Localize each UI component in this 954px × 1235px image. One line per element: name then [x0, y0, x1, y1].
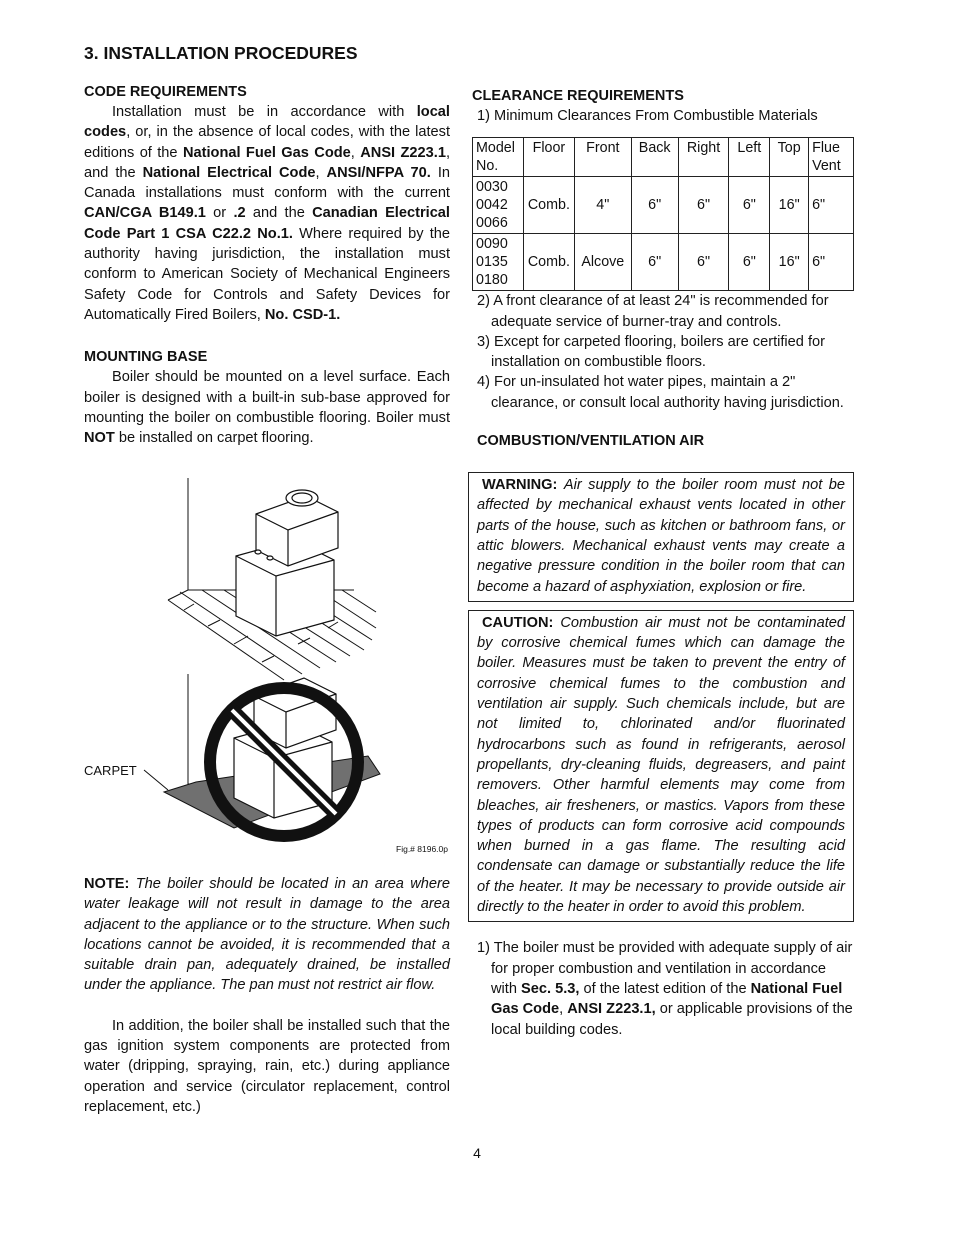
- text-run: 1) The boiler must be provided with adequate supply of air for proper combustion and ventilation in accordance with: [477, 940, 853, 997]
- table-row: [473, 234, 854, 291]
- boiler-mounting-figure: [84, 468, 450, 860]
- caution-label: CAUTION:: [482, 614, 554, 631]
- note-paragraph: [84, 874, 450, 996]
- bold-run: NOT: [84, 430, 115, 447]
- bold-run: National Electrical Code: [142, 164, 316, 181]
- bold-run: National Fuel Gas Code: [491, 980, 843, 1018]
- section-title: 3. INSTALLATION PROCEDURES: [84, 43, 358, 63]
- cell-front: Alcove: [574, 234, 631, 291]
- cell-model: [473, 177, 524, 234]
- col-header-floor: Floor: [523, 138, 574, 177]
- clearance-table: [472, 137, 854, 291]
- carpet-leader-line: [144, 770, 168, 790]
- col-header-flue-vent: Flue Vent: [809, 138, 854, 177]
- bold-run: local codes: [84, 104, 450, 141]
- cell-right: 6": [678, 177, 729, 234]
- left-column: [84, 40, 450, 448]
- cell-model: [473, 234, 524, 291]
- cell-top: 16": [770, 177, 809, 234]
- table-header-row: [473, 138, 854, 177]
- caution-box: [468, 610, 854, 922]
- page-number: 4: [473, 1145, 481, 1161]
- clearance-item-2: 2) A front clearance of at least 24" is recommended for adequate service of burner-tray and controls.: [477, 293, 829, 330]
- bold-run: ANSI Z223.1,: [567, 1001, 656, 1018]
- text-run: or applicable provisions of the local building codes.: [491, 1001, 853, 1038]
- text-run: be installed on carpet flooring.: [114, 430, 314, 447]
- text-run: In Canada installations must conform with the current: [84, 164, 450, 202]
- note-label: NOTE:: [84, 876, 130, 892]
- text-run: Boiler should be mounted on a level surface. Each boiler is designed with a built-in sub-base approved for mounting the boiler on combustible flooring. Boiler must: [84, 369, 450, 426]
- text-run: Where required by the authority having jurisdiction, the installation must conform to American Society of Mechanical Engineers Safety Code for Controls and Safety Devices for Automatically Fired Boilers,: [84, 225, 451, 323]
- col-header-top: Top: [770, 138, 809, 177]
- cell-top: 16": [770, 234, 809, 291]
- left-column-lower: [84, 874, 450, 1117]
- model-number: 0042: [476, 197, 508, 214]
- cell-right: 6": [678, 234, 729, 291]
- text-run: of the latest edition of the: [579, 980, 747, 997]
- model-number: 0090: [476, 236, 508, 253]
- cell-back: 6": [631, 234, 678, 291]
- text-run: or: [205, 205, 227, 222]
- col-header-back: Back: [631, 138, 678, 177]
- bold-run: No. CSD-1.: [264, 306, 341, 323]
- bold-run: Sec. 5.3,: [521, 980, 580, 997]
- code-requirements-heading: CODE REQUIREMENTS: [84, 84, 247, 100]
- text-run: , or, in the absence of local codes, with the latest editions of the: [84, 124, 450, 161]
- carpet-label: CARPET: [84, 763, 137, 778]
- model-number: 0030: [476, 179, 508, 196]
- col-header-right: Right: [678, 138, 729, 177]
- bold-run: National Fuel Gas Code: [182, 144, 351, 161]
- boiler-top: [236, 490, 338, 636]
- combustion-heading: COMBUSTION/VENTILATION AIR: [477, 433, 705, 450]
- warning-label: WARNING:: [482, 477, 558, 494]
- bold-run: CAN/CGA B149.1: [84, 205, 206, 222]
- model-number: 0180: [476, 272, 508, 289]
- model-number: 0066: [476, 215, 508, 232]
- model-number: 0135: [476, 254, 508, 271]
- table-row: [473, 177, 854, 234]
- text-run: and the: [245, 205, 305, 222]
- bold-run: Canadian Electrical Code Part 1 CSA C22.2 No.1.: [84, 205, 450, 242]
- cell-flue: 6": [809, 234, 854, 291]
- text-run: ,: [315, 164, 320, 181]
- clearance-item-4: 4) For un-insulated hot water pipes, maintain a 2" clearance, or consult local authority having jurisdiction.: [477, 374, 844, 411]
- cell-floor: Comb.: [523, 234, 574, 291]
- bold-run: .2: [233, 205, 246, 222]
- cell-front: 4": [574, 177, 631, 234]
- mounting-base-heading: MOUNTING BASE: [84, 349, 208, 366]
- mounting-base-section: [84, 347, 450, 448]
- clearance-intro: 1) Minimum Clearances From Combustible Materials: [477, 108, 818, 124]
- bold-run: ANSI/NFPA 70.: [326, 164, 431, 181]
- text-run: Installation must be in accordance with: [112, 104, 405, 120]
- combustion-item-1: [472, 938, 854, 1039]
- code-requirements-section: [84, 82, 450, 325]
- cell-flue: 6": [809, 177, 854, 234]
- mounting-base-text: [84, 367, 450, 448]
- note-text: The boiler should be located in an area where water leakage will not result in damage to the area adjacent to the appliance or to the structure. When such locations cannot be avoided, it is recommended that a suitable drain pan, adequately drained, be installed under the appliance. The pan must not restrict air flow.: [84, 876, 450, 994]
- caution-text: Combustion air must not be contaminated by corrosive chemical fumes which can damage the boiler. Measures must be taken to prevent the entry of corrosive chemical fumes to the combustion and ventilation air supply. Such chemicals include, but are not limited to, chlorinated and/or fluorinated hydrocarbons such as found in refrigerants, aerosol propellants, dry-cleaning fluids, degreasers, and paint removers. Other harmful elements may come from bleaches, air fresheners, or mastics. Vapors from these types of products can form corrosive acid compounds when burned in a gas flame. The resulting acid condensate can damage or substantially reduce the life of the heater. It may be necessary to provide outside air directly to the heater in order to avoid this problem.: [477, 614, 845, 916]
- clearance-item-3: 3) Except for carpeted flooring, boilers are certified for installation on combustible floors.: [477, 333, 825, 371]
- bold-run: ANSI Z223.1: [360, 144, 446, 161]
- text-run: ,: [350, 144, 355, 161]
- text-run: ,: [559, 1001, 564, 1018]
- warning-box: [468, 472, 854, 602]
- clearance-heading: CLEARANCE REQUIREMENTS: [472, 88, 684, 104]
- code-requirements-text: [84, 102, 450, 325]
- col-header-left: Left: [729, 138, 770, 177]
- addition-paragraph: In addition, the boiler shall be installed such that the gas ignition system components are protected from water (dripping, spraying, rain, etc.) during appliance operation and service (circulator replacement, control replacement, etc.): [84, 1017, 450, 1115]
- col-header-front: Front: [574, 138, 631, 177]
- cell-back: 6": [631, 177, 678, 234]
- cell-left: 6": [729, 234, 770, 291]
- warning-text: Air supply to the boiler room must not be affected by mechanical exhaust vents located in other parts of the house, such as kitchen or bathroom fans, or attic blowers. Mechanical exhaust vents may create a negative pressure condition in the boiler room that can become a hazard of asphyxiation, explosion or fire.: [477, 477, 845, 595]
- cell-floor: Comb.: [523, 177, 574, 234]
- boiler-floor-illustration: [84, 468, 450, 860]
- text-run: , and the: [84, 144, 451, 181]
- right-column: [472, 86, 854, 1040]
- figure-number: Fig.# 8196.0p: [396, 844, 448, 854]
- cell-left: 6": [729, 177, 770, 234]
- col-header-model: Model No.: [473, 138, 524, 177]
